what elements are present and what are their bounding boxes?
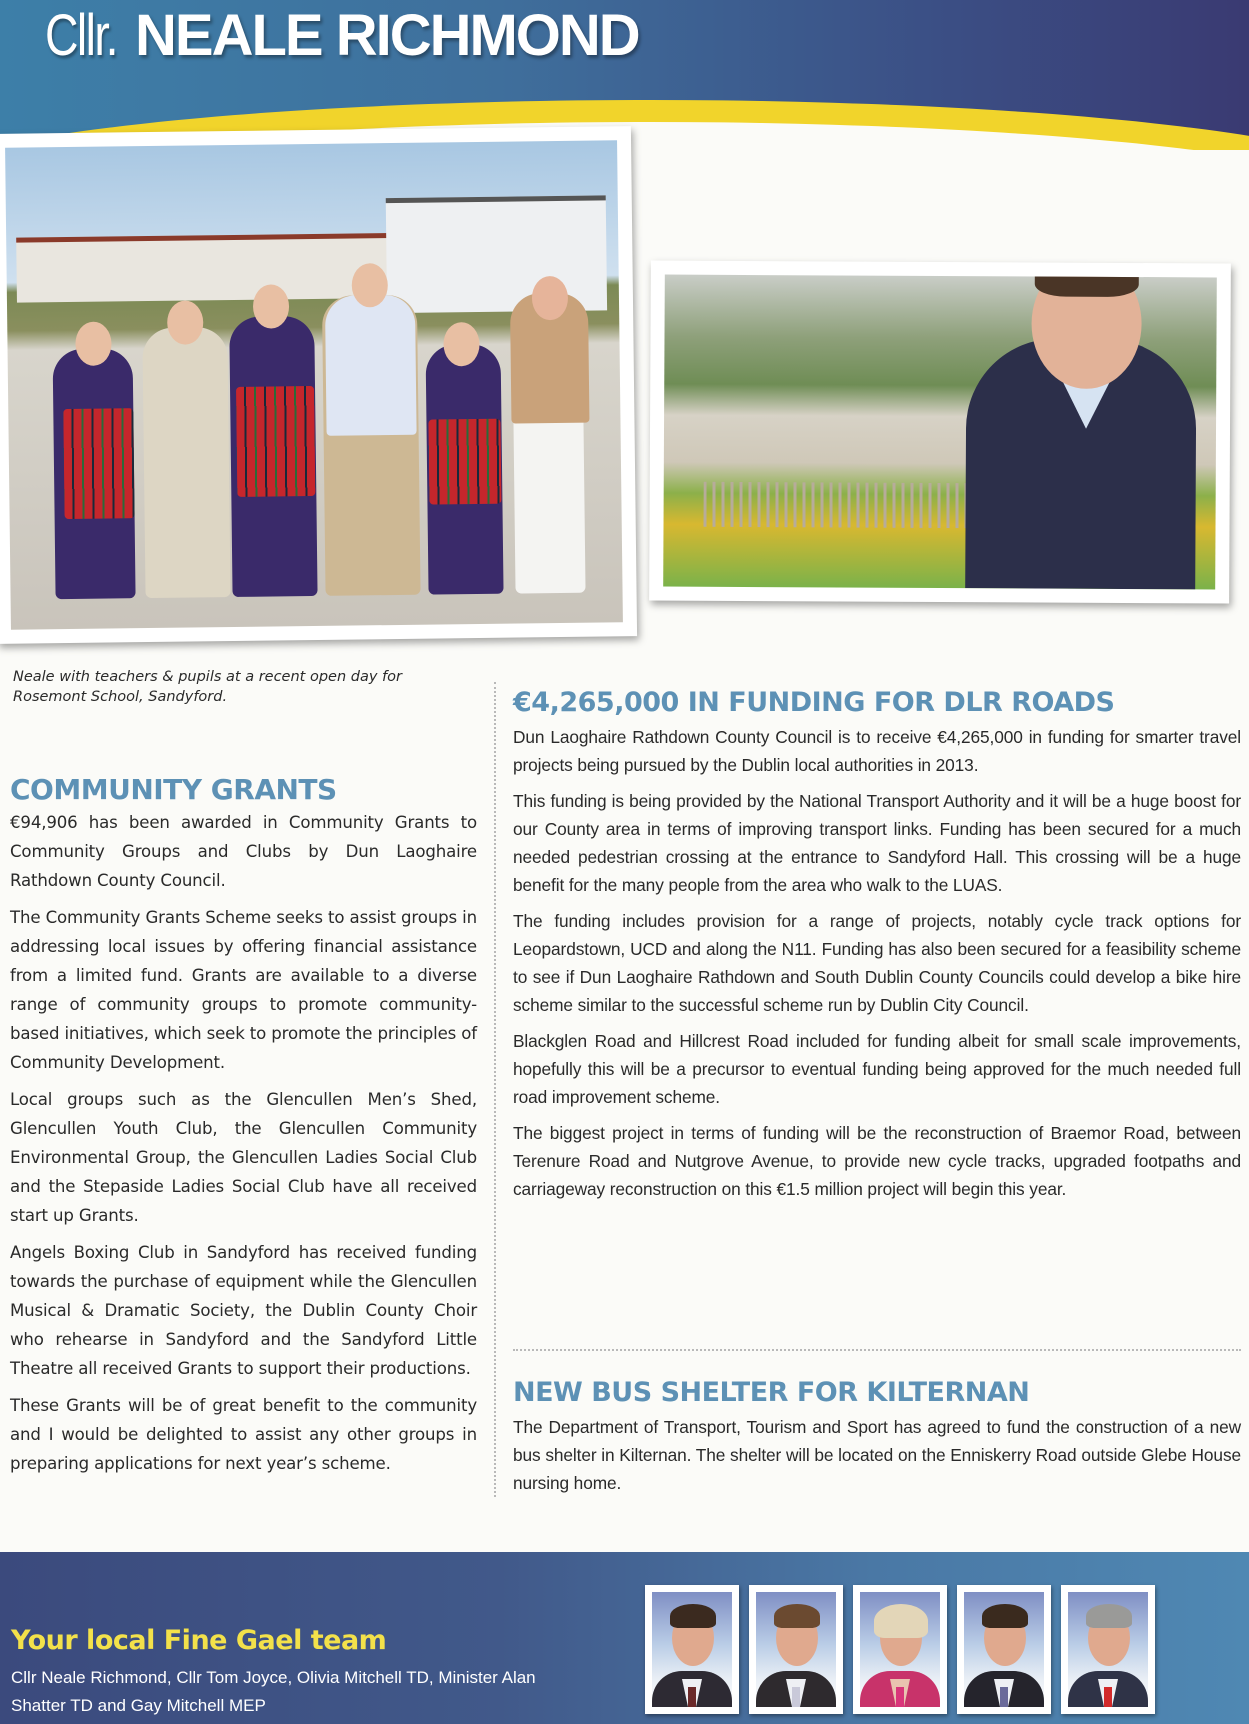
bus-shelter-section [513, 1376, 1241, 1505]
school-photo-image [5, 140, 623, 629]
grants-paragraph: The Community Grants Scheme seeks to assist groups in addressing local issues by offering financial assistance from a limited fund. Grants are available to a diverse range of community groups to promote community-based initiatives, which seek to promote the principles of Community Development. [10, 908, 477, 1072]
portrait-tom-joyce [749, 1585, 843, 1714]
portrait-tie [896, 1687, 904, 1707]
portrait-alan-shatter [957, 1585, 1051, 1714]
roads-paragraph: Dun Laoghaire Rathdown County Council is to receive €4,265,000 in funding for smarter travel projects being pursued by the Dublin local authorities in 2013. [513, 727, 1241, 775]
portrait-tie [792, 1687, 800, 1707]
portrait-tie [1000, 1687, 1008, 1707]
person-head [352, 263, 389, 307]
team-names: Cllr Neale Richmond, Cllr Tom Joyce, Olivia Mitchell TD, Minister Alan Shatter TD and Gay Mitchell MEP [11, 1668, 536, 1715]
bus-shelter-heading: NEW BUS SHELTER FOR KILTERNAN [513, 1377, 1030, 1408]
landscape-photo-image [663, 275, 1217, 590]
person-kilt [236, 386, 315, 497]
community-grants-section [10, 773, 477, 1486]
school-building-new [386, 195, 607, 313]
portrait-hair [874, 1604, 928, 1638]
title-prefix: Cllr. [45, 3, 117, 68]
portrait-olivia-mitchell [853, 1585, 947, 1714]
portrait-tie [688, 1687, 696, 1707]
roads-funding-section [513, 686, 1241, 1493]
portrait-hair [1086, 1604, 1132, 1628]
neale-landscape-photo [649, 260, 1231, 603]
team-portraits [645, 1585, 1155, 1714]
team-title: Your local Fine Gael team [11, 1625, 387, 1656]
portrait-hair [670, 1604, 716, 1628]
section-divider [513, 1349, 1241, 1351]
person-head [253, 284, 290, 328]
photo-caption: Neale with teachers & pupils at a recent open day for Rosemont School, Sandyford. [13, 669, 402, 705]
man-hair [1035, 275, 1139, 297]
community-grants-heading: COMMUNITY GRANTS [10, 773, 337, 806]
person-head [443, 322, 480, 366]
portrait-hair [982, 1604, 1028, 1628]
portrait-gay-mitchell [1061, 1585, 1155, 1714]
portrait-neale-richmond [645, 1585, 739, 1714]
roads-paragraph: The biggest project in terms of funding will be the reconstruction of Braemor Road, between Terenure Road and Nutgrove Avenue, to provide new cycle tracks, upgraded footpaths and carriageway reconstruction on this €1.5 million project will begin this year. [513, 1123, 1241, 1199]
roads-paragraph: This funding is being provided by the National Transport Authority and it will be a huge boost for our County area in terms of improving transport links. Funding has been secured for a much needed pedestrian crossing at the entrance to Sandyford Hall. This crossing will be a huge benefit for the many people from the area who walk to the LUAS. [513, 791, 1241, 895]
school-open-day-photo [0, 126, 637, 644]
grants-paragraph: Angels Boxing Club in Sandyford has received funding towards the purchase of equipment while the Glencullen Musical & Dramatic Society, the Dublin County Choir who rehearse in Sandyford and the Sandyford Little Theatre all received Grants to support their productions. [10, 1243, 477, 1378]
person-shirt [325, 295, 417, 436]
portrait-hair [774, 1604, 820, 1628]
page-title [45, 2, 639, 69]
grants-paragraph: These Grants will be of great benefit to the community and I would be delighted to assist any other groups in preparing applications for next year’s scheme. [10, 1396, 477, 1473]
column-divider [494, 682, 496, 1497]
person-head [75, 321, 112, 365]
grants-paragraph: €94,906 has been awarded in Community Grants to Community Groups and Clubs by Dun Laoghaire Rathdown County Council. [10, 813, 477, 890]
roads-funding-heading: €4,265,000 IN FUNDING FOR DLR ROADS [513, 687, 1115, 718]
title-name: NEALE RICHMOND [135, 3, 639, 68]
footer-band [0, 1552, 1249, 1724]
grants-paragraph: Local groups such as the Glencullen Men’s Shed, Glencullen Youth Club, the Glencullen Community Environmental Group, the Glencullen Ladies Social Club and the Stepaside Ladies Social Club have all received start up Grants. [10, 1090, 477, 1225]
person-teacher [142, 327, 230, 598]
roads-paragraph: Blackglen Road and Hillcrest Road included for funding albeit for small scale improvements, hopefully this will be a precursor to eventual funding being approved for the much needed full road improvement scheme. [513, 1031, 1241, 1107]
bus-paragraph: The Department of Transport, Tourism and Sport has agreed to fund the construction of a new bus shelter in Kilternan. The shelter will be located on the Enniskerry Road outside Glebe House nursing home. [513, 1417, 1241, 1493]
person-head [532, 276, 569, 320]
person-kilt [63, 408, 134, 519]
roads-paragraph: The funding includes provision for a range of projects, notably cycle track options for Leopardstown, UCD and along the N11. Funding has also been secured for a feasibility scheme to see if Dun Laoghaire Rathdown and South Dublin County Councils could develop a bike hire scheme similar to the successful scheme run by Dublin City Council. [513, 911, 1241, 1015]
person-kilt [428, 419, 501, 505]
portrait-tie [1104, 1687, 1112, 1707]
person-head [167, 300, 204, 344]
